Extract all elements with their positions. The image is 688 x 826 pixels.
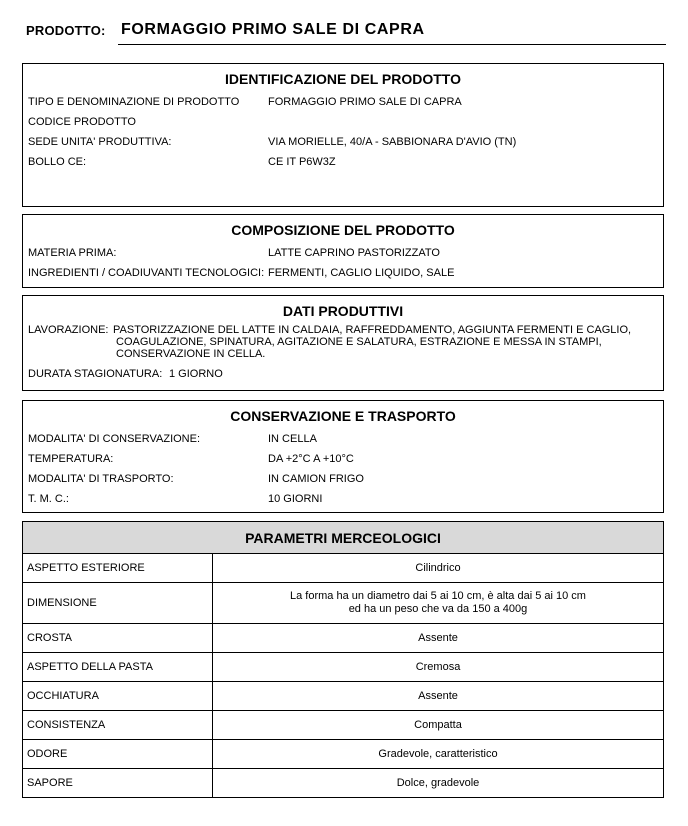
section-dati-produttivi <box>22 295 664 391</box>
param-value: Assente <box>213 624 664 653</box>
param-label: SAPORE <box>23 769 213 798</box>
lavorazione-block <box>23 324 663 364</box>
info-row <box>23 132 663 152</box>
section-conservazione <box>22 400 664 513</box>
param-value: Gradevole, caratteristico <box>213 740 664 769</box>
lavorazione-line: COAGULAZIONE, SPINATURA, AGITAZIONE E SALATURA, ESTRAZIONE E MESSA IN STAMPI, <box>116 336 602 348</box>
param-label: OCCHIATURA <box>23 682 213 711</box>
row-value: FORMAGGIO PRIMO SALE DI CAPRA <box>268 96 462 108</box>
row-label: SEDE UNITA' PRODUTTIVA: <box>28 136 172 148</box>
param-value <box>213 583 664 624</box>
param-label: DIMENSIONE <box>23 583 213 624</box>
param-value: Cilindrico <box>213 554 664 583</box>
info-row <box>23 469 663 489</box>
table-row <box>23 554 664 583</box>
info-row <box>23 364 663 384</box>
row-label: MODALITA' DI TRASPORTO: <box>28 473 174 485</box>
info-row <box>23 92 663 112</box>
section-title: COMPOSIZIONE DEL PRODOTTO <box>231 222 455 238</box>
section-title: CONSERVAZIONE E TRASPORTO <box>230 408 456 424</box>
param-label: CONSISTENZA <box>23 711 213 740</box>
row-value: FERMENTI, CAGLIO LIQUIDO, SALE <box>268 267 455 279</box>
param-label: ASPETTO ESTERIORE <box>23 554 213 583</box>
row-value: CE IT P6W3Z <box>268 156 336 168</box>
info-row <box>23 429 663 449</box>
param-label: ODORE <box>23 740 213 769</box>
param-label: CROSTA <box>23 624 213 653</box>
table-row <box>23 711 664 740</box>
row-value: VIA MORIELLE, 40/A - SABBIONARA D'AVIO (TN) <box>268 136 517 148</box>
product-name: FORMAGGIO PRIMO SALE DI CAPRA <box>121 21 425 38</box>
table-row <box>23 653 664 682</box>
lavorazione-line: PASTORIZZAZIONE DEL LATTE IN CALDAIA, RAFFREDDAMENTO, AGGIUNTA FERMENTI E CAGLIO, <box>113 324 632 336</box>
row-label: BOLLO CE: <box>28 156 87 168</box>
info-row <box>23 152 663 172</box>
section-title: DATI PRODUTTIVI <box>282 303 404 319</box>
product-header <box>26 18 666 46</box>
param-value: Compatta <box>213 711 664 740</box>
lavorazione-line: CONSERVAZIONE IN CELLA. <box>116 348 266 360</box>
product-label: PRODOTTO: <box>26 23 106 38</box>
header-underline <box>118 44 666 45</box>
param-label: ASPETTO DELLA PASTA <box>23 653 213 682</box>
parametri-title: PARAMETRI MERCEOLOGICI <box>23 522 664 554</box>
param-value: Cremosa <box>213 653 664 682</box>
info-row <box>23 263 663 283</box>
row-label: TEMPERATURA: <box>28 453 114 465</box>
row-label: MATERIA PRIMA: <box>28 247 117 259</box>
row-label: CODICE PRODOTTO <box>28 116 136 128</box>
table-row <box>23 740 664 769</box>
row-value: IN CELLA <box>268 433 317 445</box>
stagionatura-value: 1 GIORNO <box>169 368 223 380</box>
table-row <box>23 682 664 711</box>
table-row <box>23 769 664 798</box>
info-row <box>23 243 663 263</box>
lavorazione-label: LAVORAZIONE: <box>28 324 109 336</box>
row-label: MODALITA' DI CONSERVAZIONE: <box>28 433 201 445</box>
stagionatura-label: DURATA STAGIONATURA: <box>28 368 163 380</box>
row-value: LATTE CAPRINO PASTORIZZATO <box>268 247 440 259</box>
section-identificazione <box>22 63 664 207</box>
row-value: 10 GIORNI <box>268 493 323 505</box>
section-composizione <box>22 214 664 288</box>
table-row <box>23 624 664 653</box>
param-value: Dolce, gradevole <box>213 769 664 798</box>
row-label: TIPO E DENOMINAZIONE DI PRODOTTO <box>28 96 240 108</box>
row-value: DA +2°C A +10°C <box>268 453 354 465</box>
table-row <box>23 583 664 624</box>
info-row <box>23 489 663 509</box>
param-value-line: La forma ha un diametro dai 5 ai 10 cm, è alta dai 5 ai 10 cm <box>290 590 586 602</box>
info-row <box>23 112 663 132</box>
table-header-row <box>23 522 664 554</box>
parametri-table <box>22 521 664 798</box>
info-row <box>23 449 663 469</box>
section-title: IDENTIFICAZIONE DEL PRODOTTO <box>225 71 461 87</box>
lavorazione-text <box>113 324 653 360</box>
row-label: INGREDIENTI / COADIUVANTI TECNOLOGICI: <box>28 267 265 279</box>
row-value: IN CAMION FRIGO <box>268 473 364 485</box>
param-value-line: ed ha un peso che va da 150 a 400g <box>348 603 528 615</box>
param-value: Assente <box>213 682 664 711</box>
row-label: T. M. C.: <box>28 493 69 505</box>
